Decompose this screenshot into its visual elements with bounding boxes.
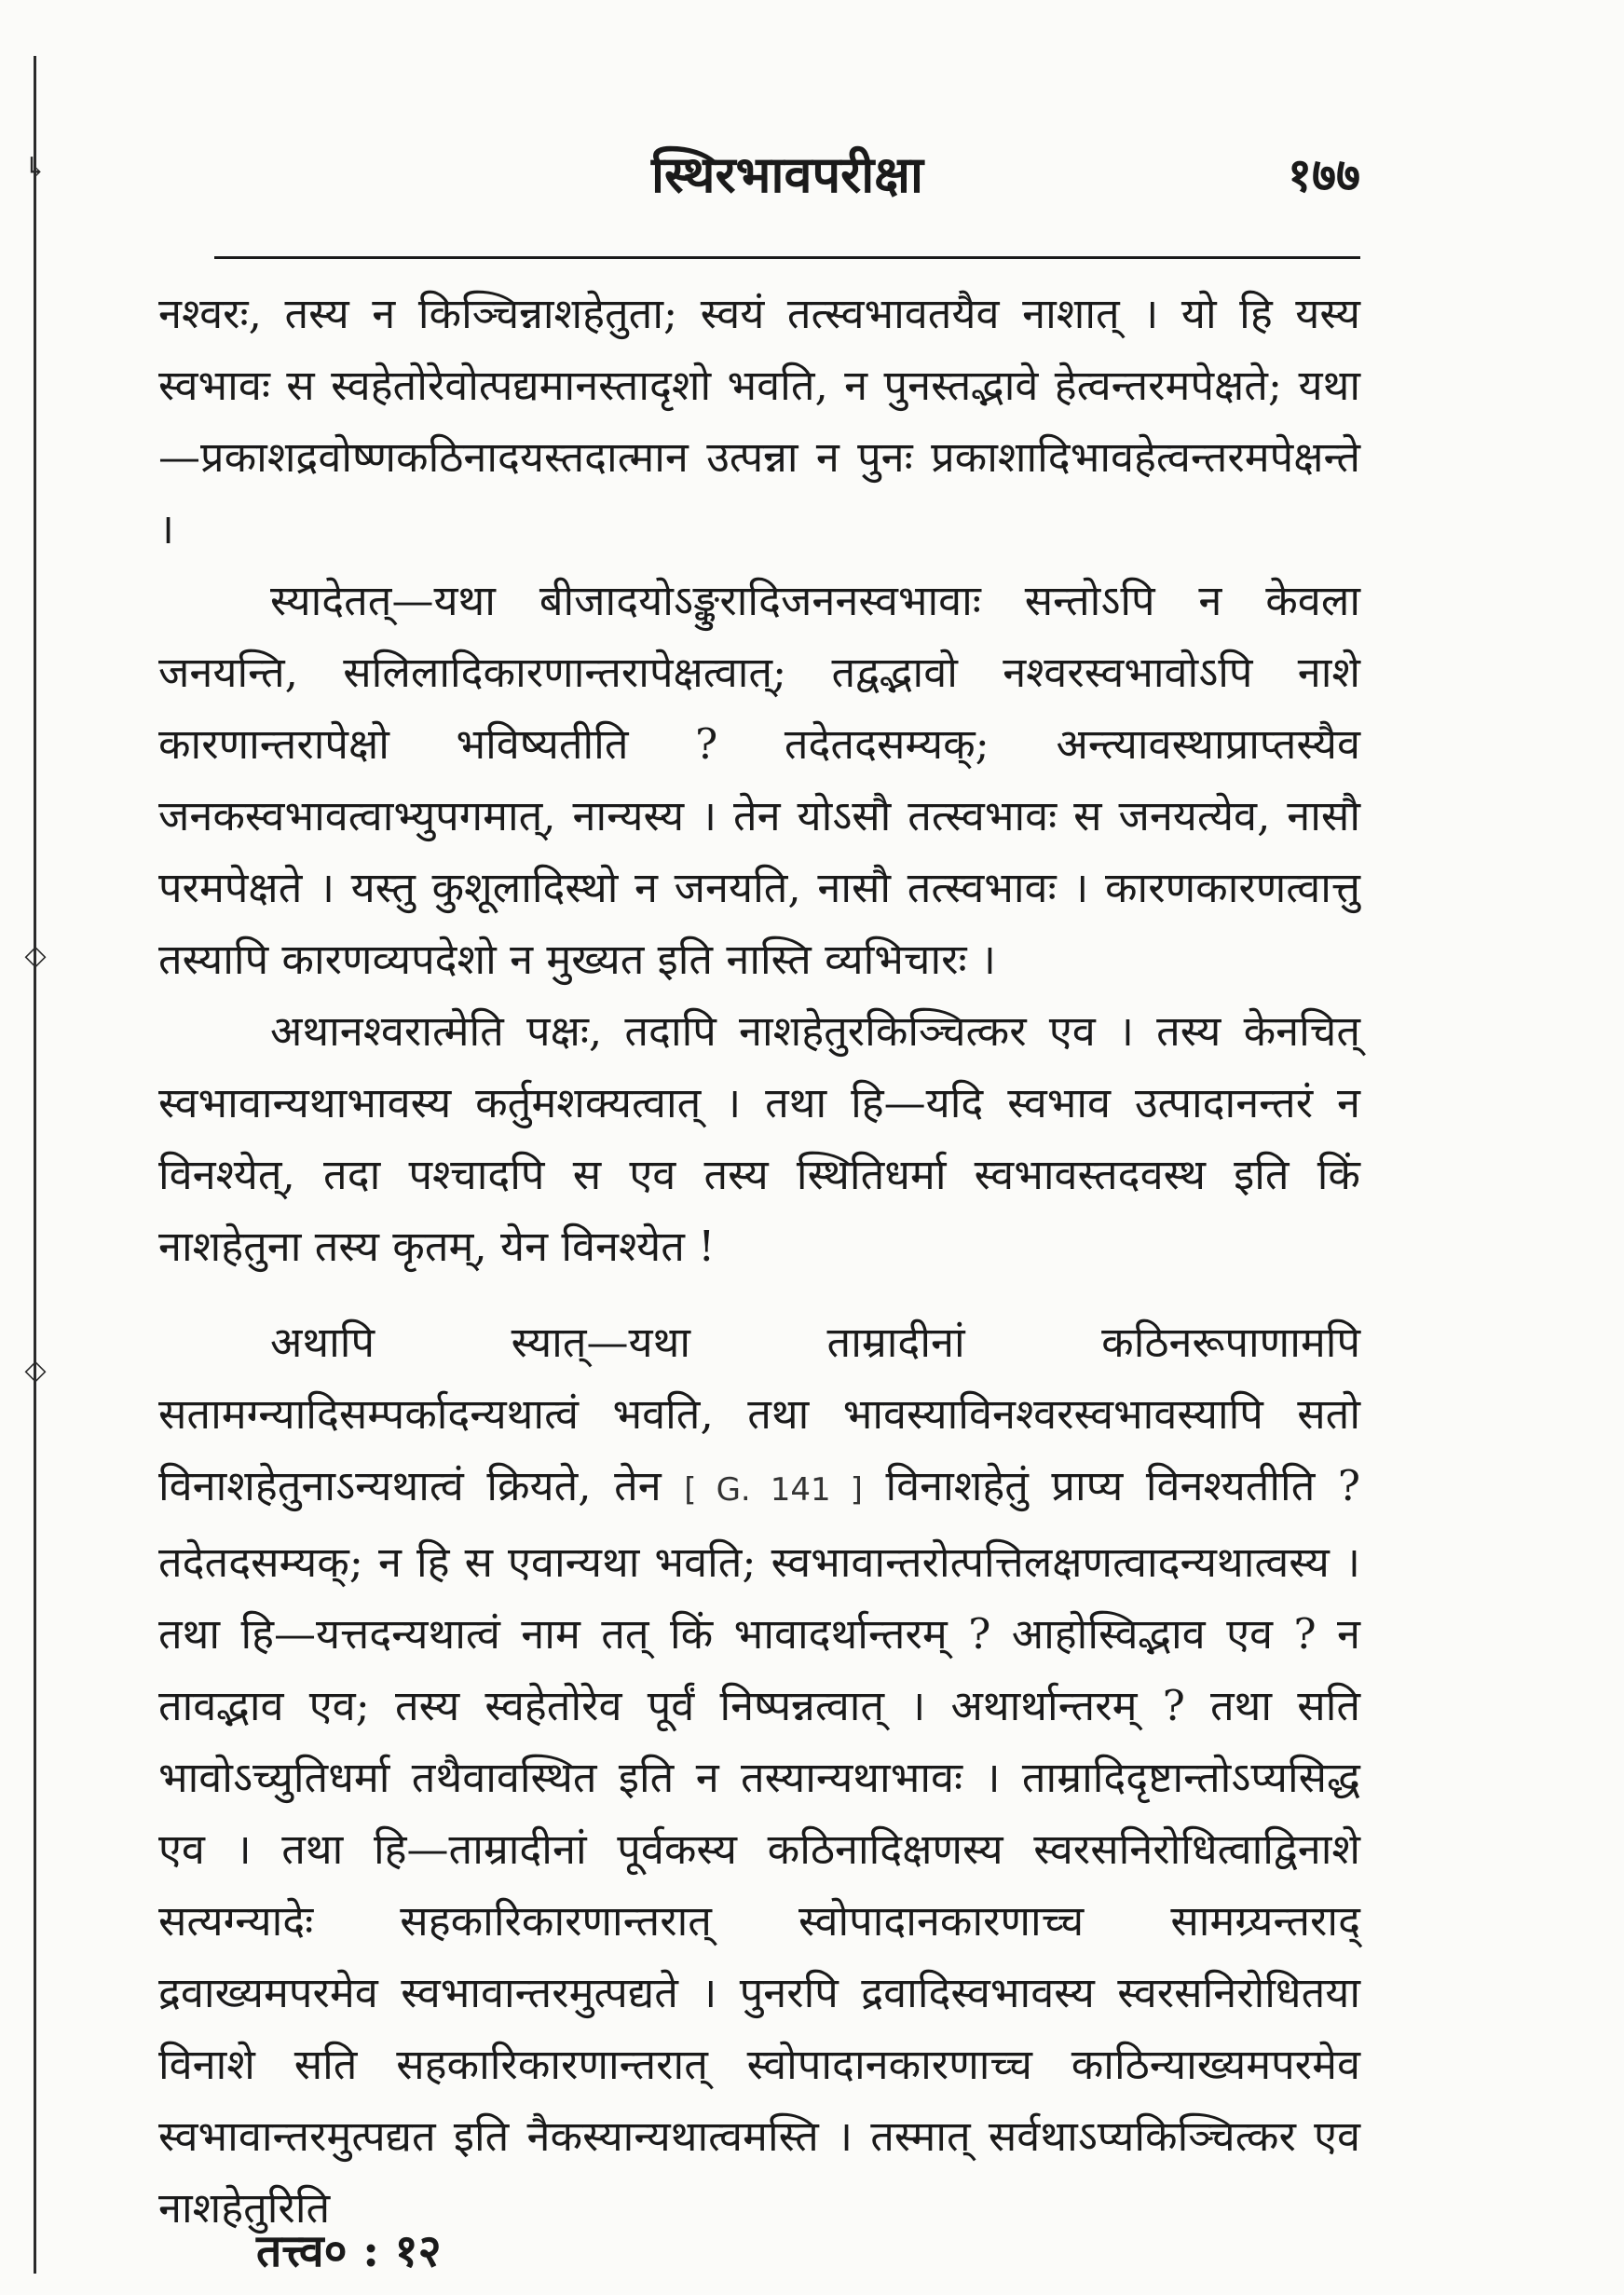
body-text [158,278,1360,2244]
paragraph-4-text-b: विनाशहेतुं प्राप्य विनश्यतीति ? तदेतदसम्यक्; न हि स एवान्यथा भवति; स्वभावान्तरोत्पत्तिलक्षणत्वादन्यथात्वस्य । तथा हि—यत्तदन्यथात्वं नाम तत् किं भावादर्थान्तरम् ? आहोस्विद्भाव एव ? न तावद्भाव एव; तस्य स्वहेतोरेव पूर्वं निष्पन्नत्वात् । अथार्थान्तरम् ? तथा सति भावोऽच्युतिधर्मा तथैवावस्थित इति न तस्यान्यथाभावः । ताम्रादिदृष्टान्तोऽप्यसिद्ध एव । तथा हि—ताम्रादीनां पूर्वकस्य कठिनादिक्षणस्य स्वरसनिरोधित्वाद्विनाशे सत्यग्न्यादेः सहकारिकारणान्तरात् स्वोपादानकारणाच्च सामग्र्यन्तराद् द्रवाख्यमपरमेव स्वभावान्तरमुत्पद्यते । पुनरपि द्रवादिस्वभावस्य स्वरसनिरोधितया विनाशे सति सहकारिकारणान्तरात् स्वोपादानकारणाच्च काठिन्याख्यमपरमेव स्वभावान्तरमुत्पद्यत इति नैकस्यान्यथात्वमस्ति । तस्मात् सर्वथाऽप्यकिञ्चित्कर एव नाशहेतुरिति [158,1461,1360,2233]
page-reference: [ G. 141 ] [684,1471,863,1509]
binding-diamond-icon: ◇ [24,1354,47,1387]
paragraph-3: अथानश्वरात्मेति पक्षः, तदापि नाशहेतुरकिञ्चित्कर एव । तस्य केनचित् स्वभावान्यथाभावस्य कर्तुमशक्यत्वात् । तथा हि—यदि स्वभाव उत्पादानन्तरं न विनश्येत्, तदा पश्चादपि स एव तस्य स्थितिधर्मा स्वभावस्तदवस्थ इति किं नाशहेतुना तस्य कृतम्, येन विनश्येत ! [158,1006,1360,1271]
running-title: स्थिरभावपरीक्षा [651,144,923,204]
signature-mark: तत्त्व० : १२ [256,2225,442,2277]
binding-arrow-icon: ↳ [23,152,48,184]
page-number: १७७ [1288,147,1360,202]
paragraph-4-text-a: अथापि स्यात्—यथा ताम्रादीनां कठिनरूपाणामपि सतामग्न्यादिसम्पर्कादन्यथात्वं भवति, तथा भावस्याविनश्वरस्वभावस्यापि सतो विनाशहेतुनाऽन्यथात्वं क्रियते, तेन [158,1318,1360,1510]
paragraph-4 [158,1306,1360,2244]
paragraph-1: नश्वरः, तस्य न किञ्चिन्नाशहेतुता; स्वयं तत्स्वभावतयैव नाशात् । यो हि यस्य स्वभावः स स्वहेतोरेवोत्पद्यमानस्तादृशो भवति, न पुनस्तद्भावे हेत्वन्तरमपेक्षते; यथा—प्रकाशद्रवोष्णकठिनादयस्तदात्मान उत्पन्ना न पुनः प्रकाशादिभावहेत्वन्तरमपेक्षन्ते । [158,289,1360,553]
binding-diamond-icon: ◇ [24,939,47,972]
header-rule [214,256,1360,259]
binding-margin-line [34,56,36,2274]
page-header [214,129,1360,212]
paragraph-2: स्यादेतत्—यथा बीजादयोऽङ्कुरादिजननस्वभावाः सन्तोऽपि न केवला जनयन्ति, सलिलादिकारणान्तरापेक्षत्वात्; तद्वद्भावो नश्वरस्वभावोऽपि नाशे कारणान्तरापेक्षो भविष्यतीति ? तदेतदसम्यक्; अन्त्यावस्थाप्राप्तस्यैव जनकस्वभावत्वाभ्युपगमात्, नान्यस्य । तेन योऽसौ तत्स्वभावः स जनयत्येव, नासौ परमपेक्षते । यस्तु कुशूलादिस्थो न जनयति, नासौ तत्स्वभावः । कारणकारणत्वात्तु तस्यापि कारणव्यपदेशो न मुख्यत इति नास्ति व्यभिचारः । [158,576,1360,984]
